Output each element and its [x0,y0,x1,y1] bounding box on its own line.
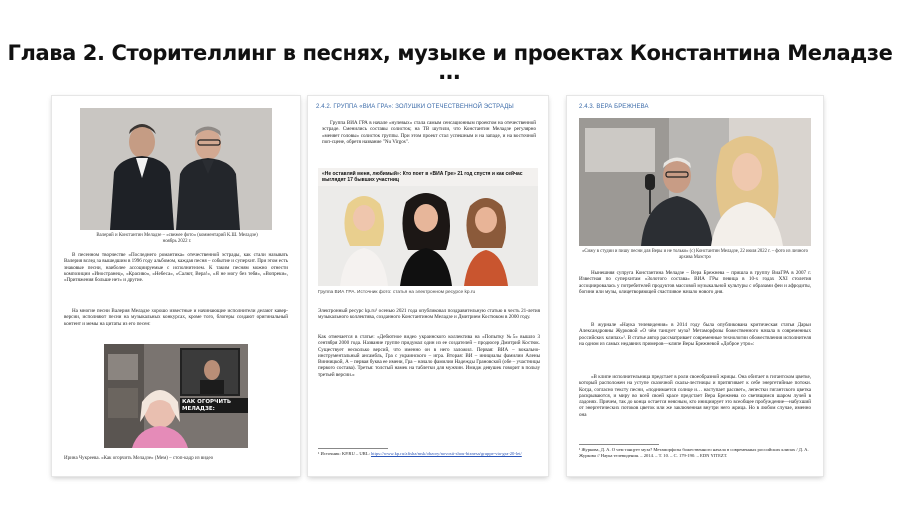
document-page-via-gra [308,96,548,476]
meme-illustration [104,344,248,448]
via-gra-section-header: 2.4.2. ГРУППА «ВИА ГРА»: ЗОЛУШКИ ОТЕЧЕСТВЕННОЙ ЭСТРАДЫ [316,104,514,110]
footnote-label: ¹ Источник: KP.RU – URL: [318,451,370,456]
page2-paragraph-3: Как отмечается в статье: «Дебютное видео украинского коллектива на «Попытку №5» вышло 3 сентября 2000 года. Название группе придумал один из ее создателей – продюсер Дмитрий Костюк. Существует несколько версий, что именно он в него заложил. Первая: ВИА – вокально-инструментальный ансамбль, Гра с украинского – игра. Вторая: ВИ – инициалы фамилии Алены Винницкой, А – первая буква ее имени, Гра – начало фамилии Надежды Грановской (обе – участницы первого состава). Третья: толстый намек на таблетки для мужчин. Имидж девушек говорит в пользу третьей версии.» [318,334,540,378]
via-gra-photo-caption: Группа ВИА ГРА. Источник фото: статья на электронном ресурсе kp.ru [318,290,476,295]
kp-article-excerpt [318,168,538,286]
slide-title-ellipsis: … [438,60,462,85]
meme-caption: Ирина Чукреева. «Как огорчить Меладзе» (Мем) – стоп-кадр из видео [64,456,214,461]
page3-paragraph-1: Нынешняя супруга Константина Меладзе – Вера Брежнева – пришла в группу ВиаГРА в 2007 г. Известная по суперхитам «Золотого состава» ВИА ГРы певица в 10-х годах XXI столетия ассоциировалась у потребителей продуктов массовой музыкальной культуры с образами феи и афродиты, богини или музы, олицетворяющей счастливое начало нового дня. [579,270,811,295]
via-gra-group-photo [318,186,538,286]
document-page-vera-brezhneva [567,96,823,476]
brothers-illustration [80,108,272,230]
footnote-divider [579,444,659,445]
document-page-meladze-brothers [52,96,300,476]
meme-video-frame [104,344,248,448]
kp-article-title: «Не оставляй меня, любимый»: Кто поет в «ВИА Гре» 21 год спустя и как сейчас выглядят 17 бывших участниц [322,171,523,183]
page2-paragraph-1: Группа ВИА ГРА в начале «нулевых» стала самым сенсационным проектом на отечественной эстраде. Сменились составы солисток; на ТВ шутили, что Константин Меладзе регулярно «меняет головы» солисток группы. При этом проект стал успешным и на западе, и на восточной поп-сцене, обретя название "Nu Virgos". [322,120,536,145]
studio-photo [579,118,811,246]
meme-overlay-text: КАК ОГОРЧИТЬ МЕЛАДЗЕ: [180,398,248,413]
vera-section-header: 2.4.3. ВЕРА БРЕЖНЕВА [579,104,649,110]
page3-paragraph-2: В журнале «Наука телевидения» в 2014 году была опубликована критическая статья Дарьи Александровны Журковой «О чём танцует муза? Метаморфозы божественного начала в современных российских клипах»¹. В статье автор рассматривает современные технологии обожествления исполнителя на одном из самых недавних примеров—клипе Веры Брежневой «Доброе утро»: [579,322,811,347]
slide-title-text: Глава 2. Сторителлинг в песнях, музыке и проектах Константина Меладзе [7,41,893,65]
studio-illustration [579,118,811,246]
studio-photo-caption: «Сижу в студии и пишу песни для Веры и не только» (с) Константин Меладзе, 22 июля 2022 г. – фото из личного архива Маэстро [582,249,808,260]
page3-paragraph-3: «В клипе исполнительница предстает в роли своеобразной жрицы. Она обитает в гигантском цветке, который расположен на уступе сказочной скалы-лестницы и притягивает к себе энергетийные потоки. Когда, согласно тексту песни, «поднимается солнце и… наступает рассвет», лепестки гигантского цветка раскрываются, и миру во всей своей красе предстает Вера Брежнева со светящимся шаром лучей в ладонях. Причем, так до конца остается неясным, кто инициирует это всеобщее пробуждение—набухший от энергетических потоков цветок или же заключенная внутри него жрица. Но в любом случае, именно она [579,374,811,418]
meladze-brothers-photo [80,108,272,230]
page3-footnote: ¹ Журкова, Д. А. О чем танцует муза? Метаморфозы божественного начала в современных российских клипах / Д. А. Журкова // Наука телевидения. – 2014. – Т. 10. – С. 179-190. – EDN YITEZT. [579,447,809,458]
meladze-brothers-caption: Валерий и Константин Меладзе – «свежее фото» (комментарий К.Ш. Меладзе) ноябрь 2022 г. [96,233,258,244]
footnote-link[interactable]: https://www.kp.ru/afisha/msk/obzory/novosti-shou-biznesa/gruppe-via-gra-20-let/ [371,451,522,456]
slide-title [0,40,900,85]
page2-paragraph-2: Электронный ресурс kp.ru¹ осенью 2021 года опубликовал поздравительную статью в честь 21-летия музыкального коллектива, созданного Константином Меладзе и Дмитрием Костюком в 2000 году. [318,308,540,321]
page1-paragraph-2: На многие песни Валерия Меладзе хорошо известные и начинающие исполнители делают кавер-версии, исполняют песни на музыкальных конкурсах, кроме того, блогеры создают оригинальный контент и мемы на цитаты из его песен: [64,308,288,327]
page1-paragraph-1: В песенном творчестве «Последнего романтика» отечественной эстрады, как стали называть Валерия вслед за вышедшим в 1996 году альбомом, каждая песня – событие и суперхит. При этом есть знаковые песни, наиболее ассоциируемые с исполнителем. К таким песням можно отнести композиции «Иностранец», «Красиво», «Небеса», «Салют, Вера!», «Я не могу без тебя», «Вопреки», «Притяжения больше нет» и другие. [64,252,288,284]
page2-footnote [318,451,540,457]
footnote-divider [318,448,388,449]
